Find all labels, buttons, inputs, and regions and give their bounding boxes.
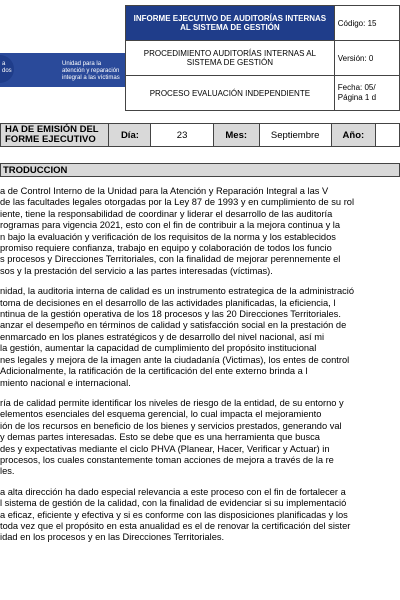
paragraph-line: enmarcado en los planes estratégicos y de desarrollo del nivel nacional, así mi [0, 331, 325, 342]
intro-paragraph [0, 398, 400, 478]
paragraph-line: procesos, los cuales constantemente toman acciones de mejora a través de la re [0, 454, 334, 465]
paragraph-line: Adicionalmente, la ratificación de la certificación del ente externo brinda a l [0, 366, 308, 377]
document-code: Código: 15 [334, 6, 399, 41]
document-date-page [334, 76, 399, 111]
paragraph-line: a eficaz, eficiente y efectiva y si es conforme con las disposiciones planificadas y los [0, 509, 348, 520]
document-page: Página 1 d [337, 93, 377, 102]
paragraph-line: a de Control Interno de la Unidad para la Atención y Reparación Integral a las V [0, 186, 329, 196]
month-label: Mes: [213, 124, 259, 147]
emission-date-table [0, 123, 400, 147]
document-date: Fecha: 05/ [337, 83, 376, 92]
day-value: 23 [151, 124, 213, 147]
paragraph-line: n bajo la evaluación y verificación de los requisitos de la norma y los establecidos [0, 231, 336, 242]
paragraph-line: nidad, la auditoria interna de calidad es un instrumento estrategica de la administració [0, 286, 355, 297]
logo-mark-text: a dos [2, 61, 12, 74]
paragraph-line: idad en los procesos y en las Direcciones Territoriales. [0, 532, 225, 543]
paragraph-line: la gestión, aumentar la capacidad de cumplimiento del propósito institucional [0, 343, 317, 354]
intro-paragraph [0, 487, 400, 544]
logo-subtitle: Unidad para la atención y reparación integral a las víctimas [62, 61, 120, 81]
paragraph-line: promiso requiere confianza, trabajo en equipo y colaboración de todos los funcio [0, 243, 332, 254]
paragraph-line: miento nacional e internacional. [0, 377, 131, 388]
document-header-table [125, 5, 400, 111]
paragraph-line: les. [0, 466, 15, 477]
paragraph-line: iente, tiene la responsabilidad de coordinar y liderar el desarrollo de las auditoría [0, 208, 333, 219]
introduction-body [0, 186, 400, 553]
paragraph-line: anzar el desempeño en términos de calidad y satisfacción social en la prestación de [0, 320, 347, 331]
paragraph-line: ntinua de la gestión operativa de los 18 procesos y las 20 Direcciones Territoriales. [0, 309, 341, 320]
paragraph-line: des y expectativas mediante el ciclo PHVA (Planear, Hacer, Verificar y Actuar) in [0, 443, 330, 454]
paragraph-line: y demas partes interesadas. Esto se debe que es una herramienta que busca [0, 432, 320, 443]
procedure-name: PROCEDIMIENTO AUDITORÍAS INTERNAS AL SISTEMA DE GESTIÓN [126, 41, 335, 76]
paragraph-line: toda vez que el propósito en esta anualidad es el de renovar la certificación del sister [0, 520, 351, 531]
paragraph-line: sos y la prestación del servicio a las partes interesadas (víctimas). [0, 265, 273, 276]
institution-logo [0, 5, 120, 95]
paragraph-line: a alta dirección ha dado especial relevancia a este proceso con el fin de fortalecer a [0, 486, 346, 497]
intro-paragraph [0, 286, 400, 389]
paragraph-line: elementos esenciales del esquema gerencial, lo cual impacta el mejoramiento [0, 409, 322, 420]
year-label: Año: [331, 124, 375, 147]
paragraph-line: de las facultades legales otorgadas por la Ley 87 de 1993 y en cumplimiento de su rol [0, 197, 355, 208]
paragraph-line: ría de calidad permite identificar los niveles de riesgo de la entidad, de su entorno y [0, 397, 344, 408]
year-value [376, 124, 400, 147]
process-name: PROCESO EVALUACIÓN INDEPENDIENTE [126, 76, 335, 111]
paragraph-line: ión de los recursos en beneficio de los bienes y servicios prestados, generando val [0, 420, 342, 431]
paragraph-line: nes legales y mejora de la imagen ante la ciudadanía (Victimas), los entes de control [0, 354, 350, 365]
emission-label: HA DE EMISIÓN DEL FORME EJECUTIVO [1, 124, 109, 147]
document-version: Versión: 0 [334, 41, 399, 76]
intro-paragraph [0, 186, 400, 277]
paragraph-line: rogramas para vigencia 2021, esto con el fin de contribuir a la mejora continua y la [0, 220, 341, 231]
paragraph-line: l sistema de gestión de la calidad, con la finalidad de evidenciar si su implementació [0, 498, 347, 509]
paragraph-line: toma de decisiones en el desarrollo de las actividades planificadas, la eficiencia, l [0, 297, 336, 308]
month-value: Septiembre [259, 124, 331, 147]
report-title: INFORME EJECUTIVO DE AUDITORÍAS INTERNAS AL SISTEMA DE GESTIÓN [126, 6, 335, 41]
section-title-introduction: TRODUCCION [0, 163, 400, 177]
day-label: Día: [109, 124, 151, 147]
paragraph-line: s procesos y Direcciones Territoriales, con la finalidad de mejorar perennemente el [0, 254, 341, 265]
